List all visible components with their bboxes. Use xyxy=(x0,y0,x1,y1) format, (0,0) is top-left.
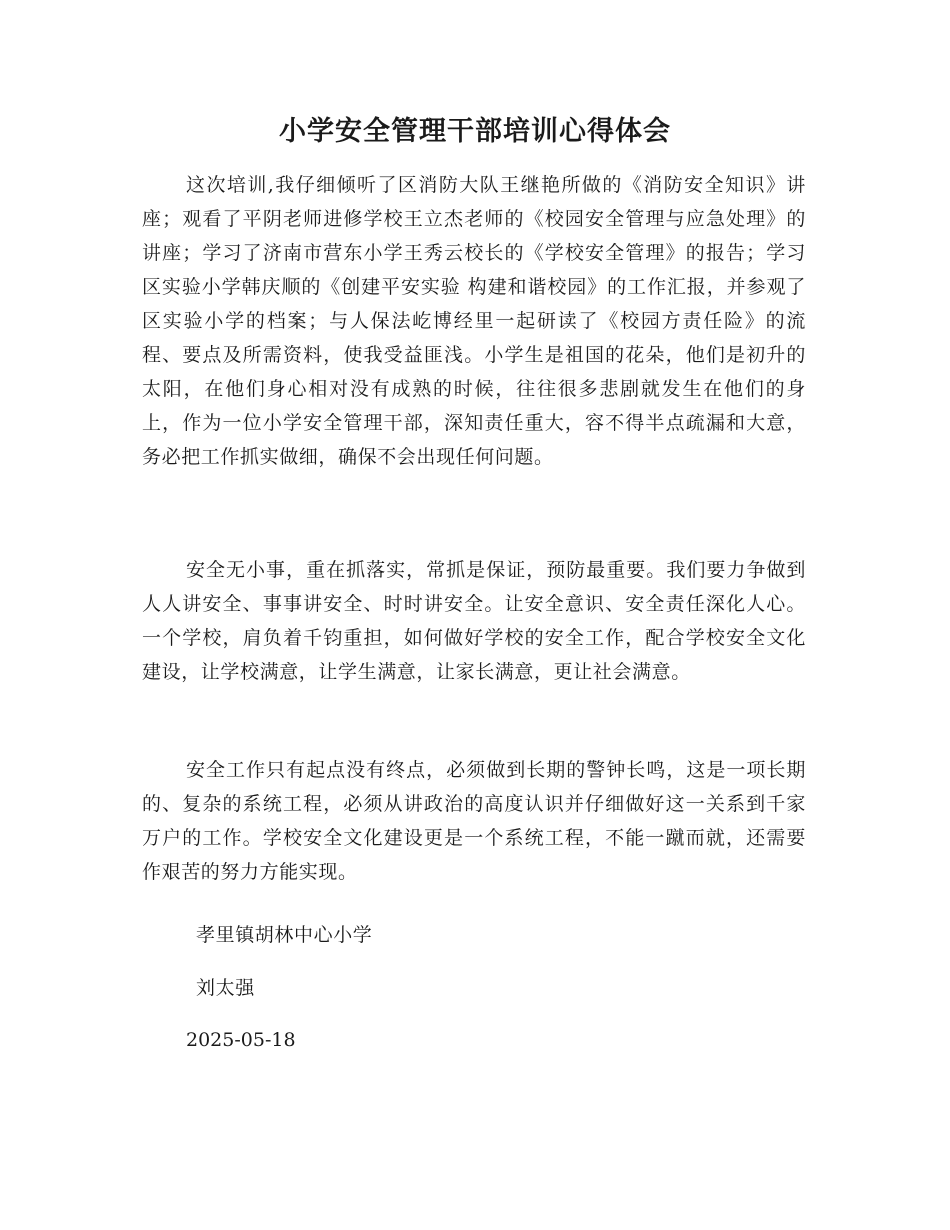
body-paragraph-3: 安全工作只有起点没有终点，必须做到长期的警钟长鸣，这是一项长期的、复杂的系统工程，必须从讲政治的高度认识并仔细做好这一关系到千家万户的工作。学校安全文化建设更是一个系统工程，不能一蹴而就，还需要作艰苦的努力方能实现。 xyxy=(142,759,806,883)
body-paragraph-2: 安全无小事，重在抓落实，常抓是保证，预防最重要。我们要力争做到人人讲安全、事事讲安全、时时讲安全。让安全意识、安全责任深化人心。一个学校，肩负着千钧重担，如何做好学校的安全工作，配合学校安全文化建设，让学校满意，让学生满意，让家长满意，更让社会满意。 xyxy=(142,559,806,683)
body-paragraph-1: 这次培训,我仔细倾听了区消防大队王继艳所做的《消防安全知识》讲座；观看了平阴老师进修学校王立杰老师的《校园安全管理与应急处理》的讲座；学习了济南市营东小学王秀云校长的《学校安全管理》的报告；学习区实验小学韩庆顺的《创建平安实验 构建和谐校园》的工作汇报，并参观了区实验小学的档案；与人保法屹博经里一起研读了《校园方责任险》的流程、要点及所需资料，使我受益匪浅。小学生是祖国的花朵，他们是初升的太阳，在他们身心相对没有成熟的时候，往往很多悲剧就发生在他们的身上，作为一位小学安全管理干部，深知责任重大，容不得半点疏漏和大意，务必把工作抓实做细，确保不会出现任何问题。 xyxy=(142,174,806,468)
signature-school: 孝里镇胡林中心小学 xyxy=(196,924,373,946)
document-title: 小学安全管理干部培训心得体会 xyxy=(279,116,671,147)
signature-author: 刘太强 xyxy=(196,977,255,999)
signature-date: 2025-05-18 xyxy=(186,1029,296,1051)
